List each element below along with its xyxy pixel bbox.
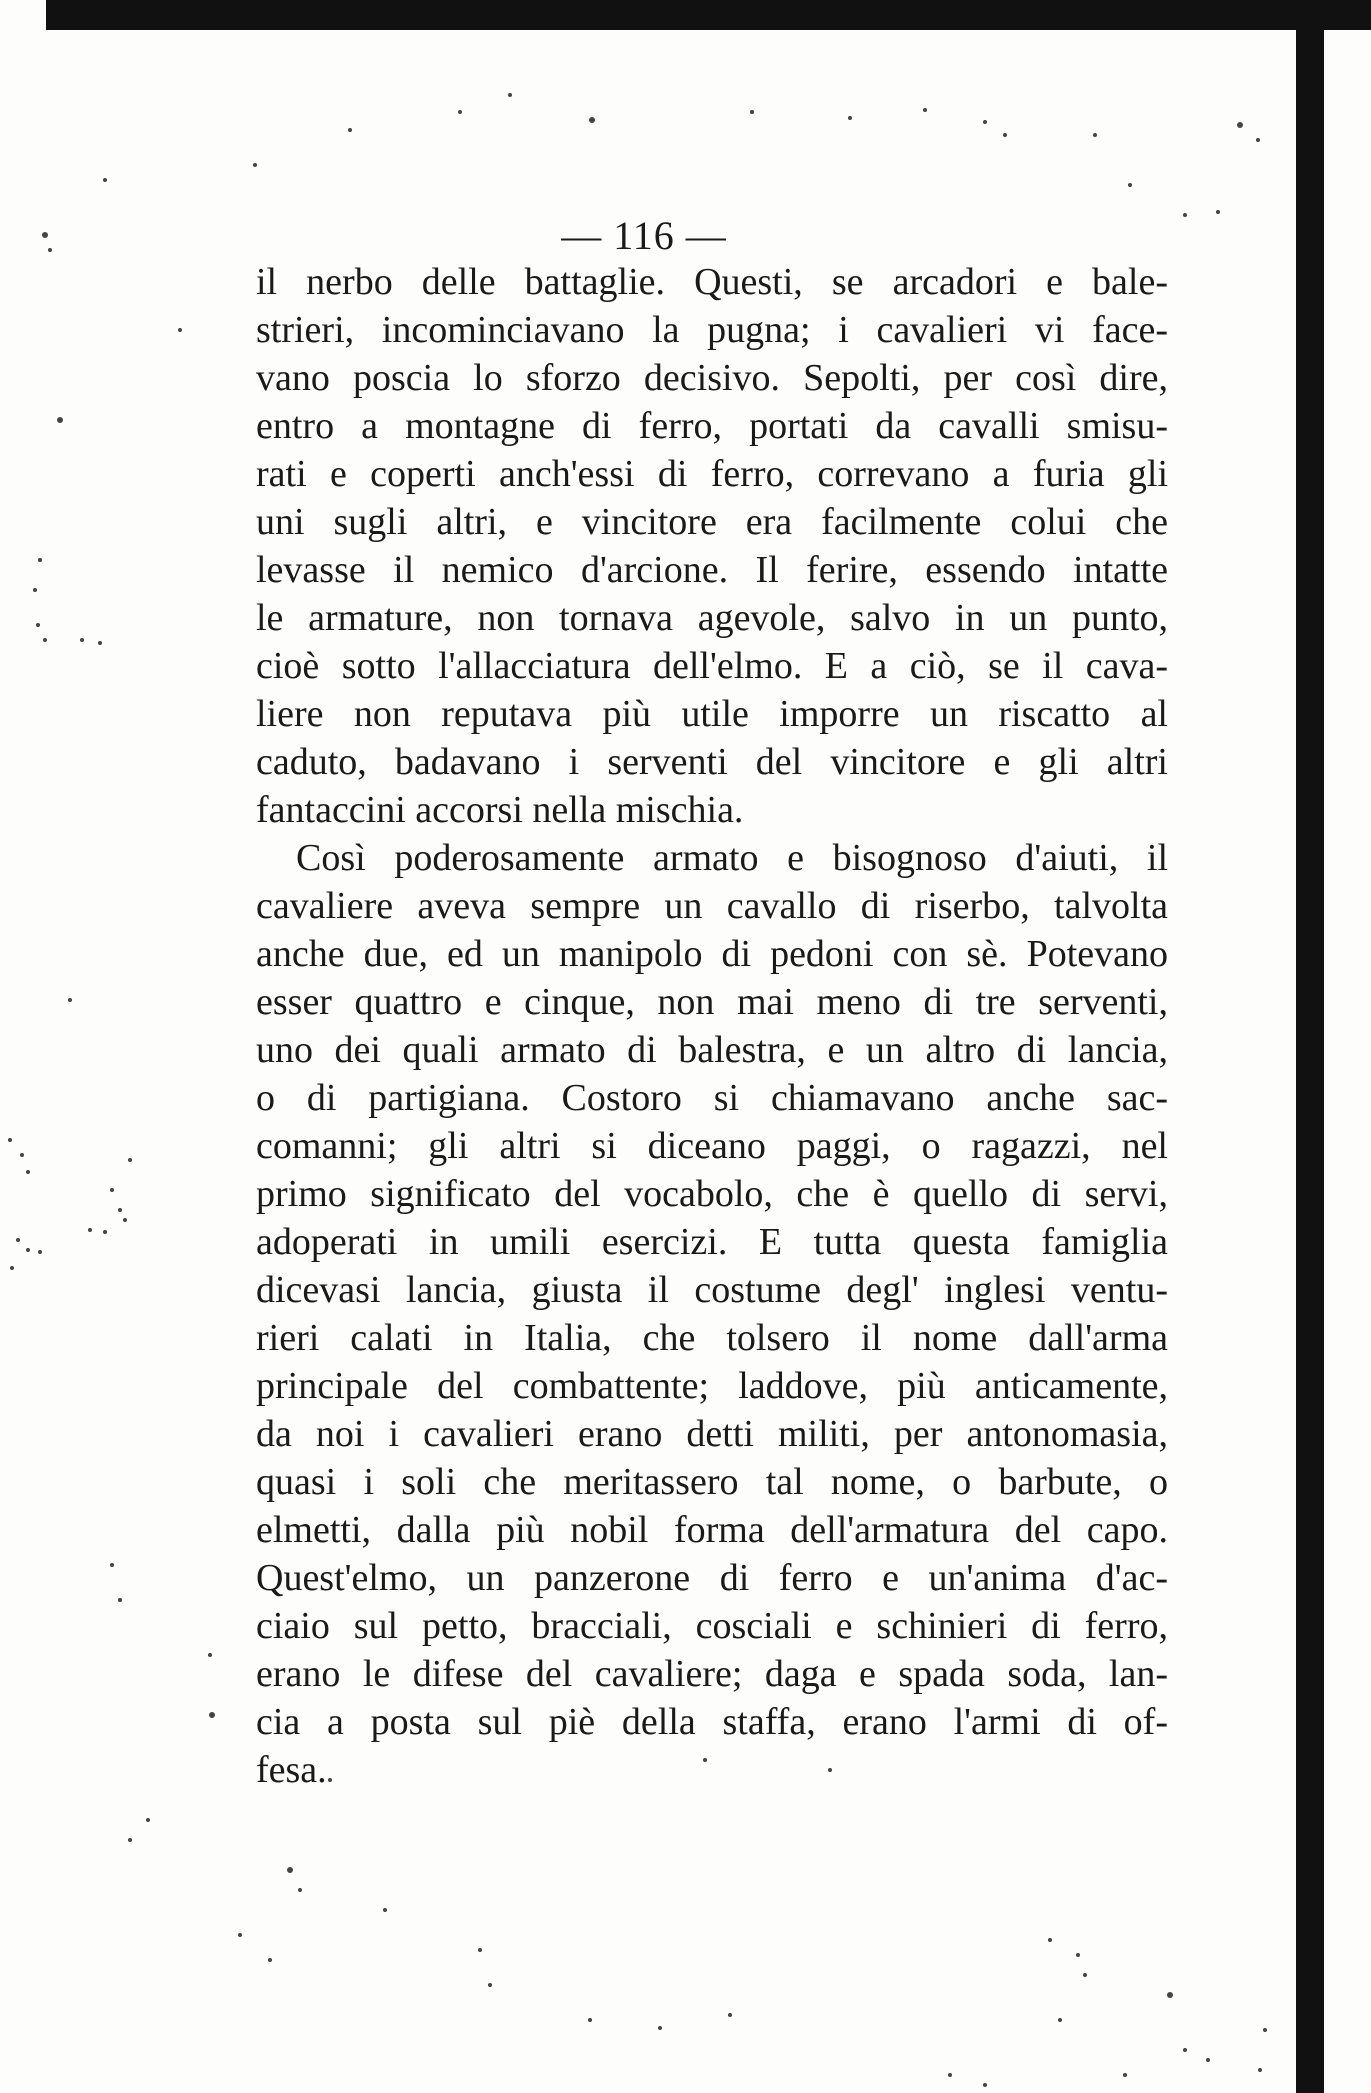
text-line: liere non reputava più utile imporre un riscatto al — [256, 693, 1168, 735]
text-line: primo significato del vocabolo, che è quello di servi, — [256, 1173, 1168, 1215]
text-line: uno dei quali armato di balestra, e un altro di lancia, — [256, 1029, 1168, 1071]
text-line: caduto, badavano i serventi del vincitore e gli altri — [256, 741, 1168, 783]
text-line: elmetti, dalla più nobil forma dell'armatura del capo. — [256, 1509, 1168, 1551]
top-border-rule — [46, 0, 1371, 30]
text-line: adoperati in umili esercizi. E tutta questa famiglia — [256, 1221, 1168, 1263]
page-number: — 116 — — [561, 213, 727, 258]
text-line: esser quattro e cinque, non mai meno di tre serventi, — [256, 981, 1168, 1023]
text-line: levasse il nemico d'arcione. Il ferire, essendo intatte — [256, 549, 1168, 591]
paragraph-start-line: Così poderosamente armato e bisognoso d'aiuti, il — [296, 837, 1168, 879]
text-line: cavaliere aveva sempre un cavallo di riserbo, talvolta — [256, 885, 1168, 927]
body-text — [256, 258, 1168, 1794]
text-line: le armature, non tornava agevole, salvo in un punto, — [256, 597, 1168, 639]
text-line: anche due, ed un manipolo di pedoni con sè. Potevano — [256, 933, 1168, 975]
text-line: principale del combattente; laddove, più anticamente, — [256, 1365, 1168, 1407]
text-line: ciaio sul petto, bracciali, cosciali e schinieri di ferro, — [256, 1605, 1168, 1647]
text-line: dicevasi lancia, giusta il costume degl' inglesi ventu- — [256, 1269, 1168, 1311]
text-line: comanni; gli altri si diceano paggi, o ragazzi, nel — [256, 1125, 1168, 1167]
text-line: rieri calati in Italia, che tolsero il nome dall'arma — [256, 1317, 1168, 1359]
paragraph-end-line: fesa. — [256, 1749, 327, 1791]
text-line: il nerbo delle battaglie. Questi, se arcadori e bale- — [256, 261, 1168, 303]
text-line: uni sugli altri, e vincitore era facilmente colui che — [256, 501, 1168, 543]
text-line: quasi i soli che meritassero tal nome, o barbute, o — [256, 1461, 1168, 1503]
text-line: Quest'elmo, un panzerone di ferro e un'anima d'ac- — [256, 1557, 1168, 1599]
text-line: strieri, incominciavano la pugna; i cavalieri vi face- — [256, 309, 1168, 351]
text-line: entro a montagne di ferro, portati da cavalli smisu- — [256, 405, 1168, 447]
text-line: erano le difese del cavaliere; daga e spada soda, lan- — [256, 1653, 1168, 1695]
text-line: cioè sotto l'allacciatura dell'elmo. E a ciò, se il cava- — [256, 645, 1168, 687]
text-line: da noi i cavalieri erano detti militi, per antonomasia, — [256, 1413, 1168, 1455]
text-line: rati e coperti anch'essi di ferro, correvano a furia gli — [256, 453, 1168, 495]
right-border-rule — [1296, 30, 1324, 2093]
text-line: o di partigiana. Costoro si chiamavano anche sac- — [256, 1077, 1168, 1119]
text-line: cia a posta sul piè della staffa, erano l'armi di of- — [256, 1701, 1168, 1743]
text-line: vano poscia lo sforzo decisivo. Sepolti, per così dire, — [256, 357, 1168, 399]
paragraph-end-line: fantaccini accorsi nella mischia. — [256, 789, 744, 831]
